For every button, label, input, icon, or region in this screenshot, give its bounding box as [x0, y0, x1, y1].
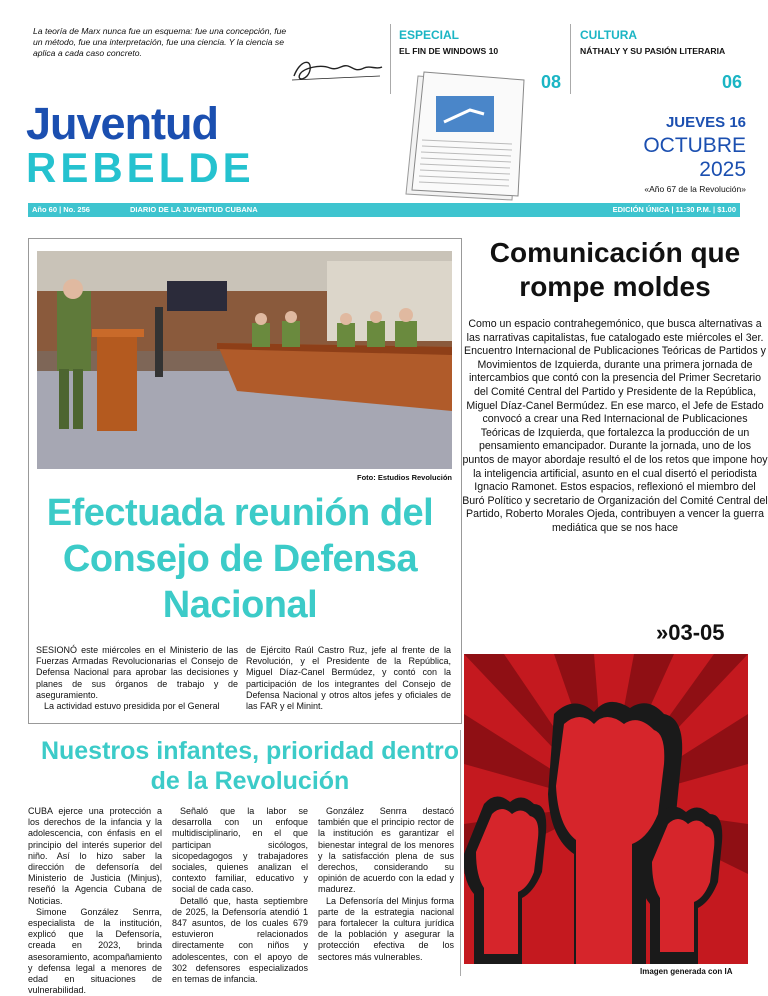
teaser-right-page: 06 [722, 72, 743, 92]
main-headline[interactable]: Comunicación que rompe moldes [489, 237, 741, 302]
masthead-quote: La teoría de Marx nunca fue un esquema: fue una concepción, fue un método, fue una interpretación, fue una ciencia. Y la ciencia se aplica a cada caso concreto. [33, 26, 287, 58]
main-body: Como un espacio contrahegemónico, que busca alternativas a las narrativas capitalistas, fue catalogado este miércoles el 3er. Encuentro Internacional de Publicaciones Teóricas de Partidos y Movimientos de Izquierda, durante una primera jornada de intercambios que contó con la presencia del Primer Secretario del Comité Central del Partido y Presidente de la República, Miguel Díaz-Canel Bermúdez. En ese marco, el Jefe de Estado convocó a crear una Red Internacional de Publicaciones Teóricas de Izquierda, que fortalezca la producción de un pensamiento emancipador. Durante la jornada, uno de los puntos de mayor abordaje resultó el de los retos que impone hoy la inteligencia artificial, asunto en el cual disertó el periodista Ignacio Ramonet. Estos espacios, reflexionó el miembro del Buró Político y secretario de Organización del Comité Central del Partido, Roberto Morales Ojeda, contribuyen a vencer la guerra mediática que se nos hace [462, 318, 768, 534]
art-credit: Imagen generada con IA [640, 967, 733, 976]
lead-col1b-text: La actividad estuvo presidida por el General [44, 701, 220, 712]
lead-col1-text: SESIONÓ este miércoles en el Ministerio de las Fuerzas Armadas Revolucionarias el Consejo de Defensa Nacional para aprobar las decisiones y planes de sus órganos de trabajo y de aseguramiento. [36, 645, 238, 700]
lead-column-2: de Ejército Raúl Castro Ruz, jefe al frente de la Revolución, y el Presidente de la República, Miguel Díaz-Canel Bermúdez, y contó con la participación de los integrantes del Consejo de Defensa Nacional y otros altos jefes y oficiales de las FAR y el Minint. [246, 645, 451, 712]
second-col3b-text: La Defensoría del Minjus forma parte de la estrategia nacional para fortalecer la cultura jurídica de la población y asegurar la protección efectiva de los sectores más vulnerables. [318, 895, 454, 962]
date-year: 2025 [699, 158, 746, 181]
second-col1b-text: Simone González Senrra, especialista de la institución, explicó que la Defensoría, creada en 2023, brinda asesoramiento, acompañamiento y defensa legal a menores de edad en situaciones de vulnerabilidad. [28, 906, 162, 996]
second-col2-text: Señaló que la labor se desarrolla con un enfoque multidisciplinario, en el que participan sicólogos, sicopedagogos y trabajadores sociales, quienes analizan el contexto familiar, educativo y social de cada caso. [172, 806, 308, 895]
band-edition: EDICIÓN ÚNICA | 11:30 P.M. | $1.00 [612, 205, 736, 214]
lead-headline[interactable]: Efectuada reunión del Consejo de Defensa Nacional [46, 492, 434, 626]
date-day: JUEVES 16 [665, 114, 746, 131]
teaser-left-page: 08 [541, 72, 562, 92]
second-column-1 [28, 806, 162, 996]
band-tagline: DIARIO DE LA JUVENTUD CUBANA [130, 205, 258, 214]
second-column-3 [318, 806, 454, 963]
second-col1-text: CUBA ejerce una protección a los derechos de la infancia y la adolescencia, con énfasis en el principio del interés superior del niño. Así lo hizo saber la dirección de defensoría del Ministerio de Justicia (Minjus), reseñó la Agencia Cubana de Noticias. [28, 806, 162, 906]
date-month: OCTUBRE [643, 134, 746, 157]
logo-juventud: Juventud [26, 98, 219, 149]
photo-credit: Foto: Estudios Revolución [357, 473, 452, 482]
council-meeting-photo[interactable] [37, 251, 452, 469]
page-jump-link[interactable]: »03-05 [656, 620, 725, 645]
lead-column-1 [36, 645, 238, 712]
second-col3-text: González Senrra destacó también que el principio rector de la institución es garantizar el bienestar integral de los menores y la satisfacción plena de sus derechos, considerando su opinión de acuerdo con la edad y madurez. [318, 806, 454, 895]
teaser-right-title[interactable]: NÁTHALY Y SU PASIÓN LITERARIA [580, 46, 726, 56]
newspaper-thumbnail-icon [400, 70, 528, 202]
teaser-left-title[interactable]: EL FIN DE WINDOWS 10 [399, 46, 499, 56]
logo-rebelde: REBELDE [26, 144, 255, 191]
teaser-right-label: CULTURA [580, 28, 638, 42]
second-column-2 [172, 806, 308, 985]
band-issue: Año 60 | No. 256 [32, 205, 90, 214]
second-col2b-text: Detalló que, hasta septiembre de 2025, la Defensoría atendió 1 847 asuntos, de los cuales 679 estuvieron relacionados directamente con niños y adolescentes, con el apoyo de 302 defensores especializados en temas de infancia. [172, 895, 308, 985]
signature-icon [290, 50, 386, 88]
second-headline[interactable]: Nuestros infantes, prioridad dentro de la Revolución [40, 737, 460, 795]
masthead-band [28, 203, 740, 217]
date-note: «Año 67 de la Revolución» [644, 184, 746, 194]
teaser-left-label: ESPECIAL [399, 28, 460, 42]
raised-fists-illustration[interactable] [464, 654, 748, 964]
